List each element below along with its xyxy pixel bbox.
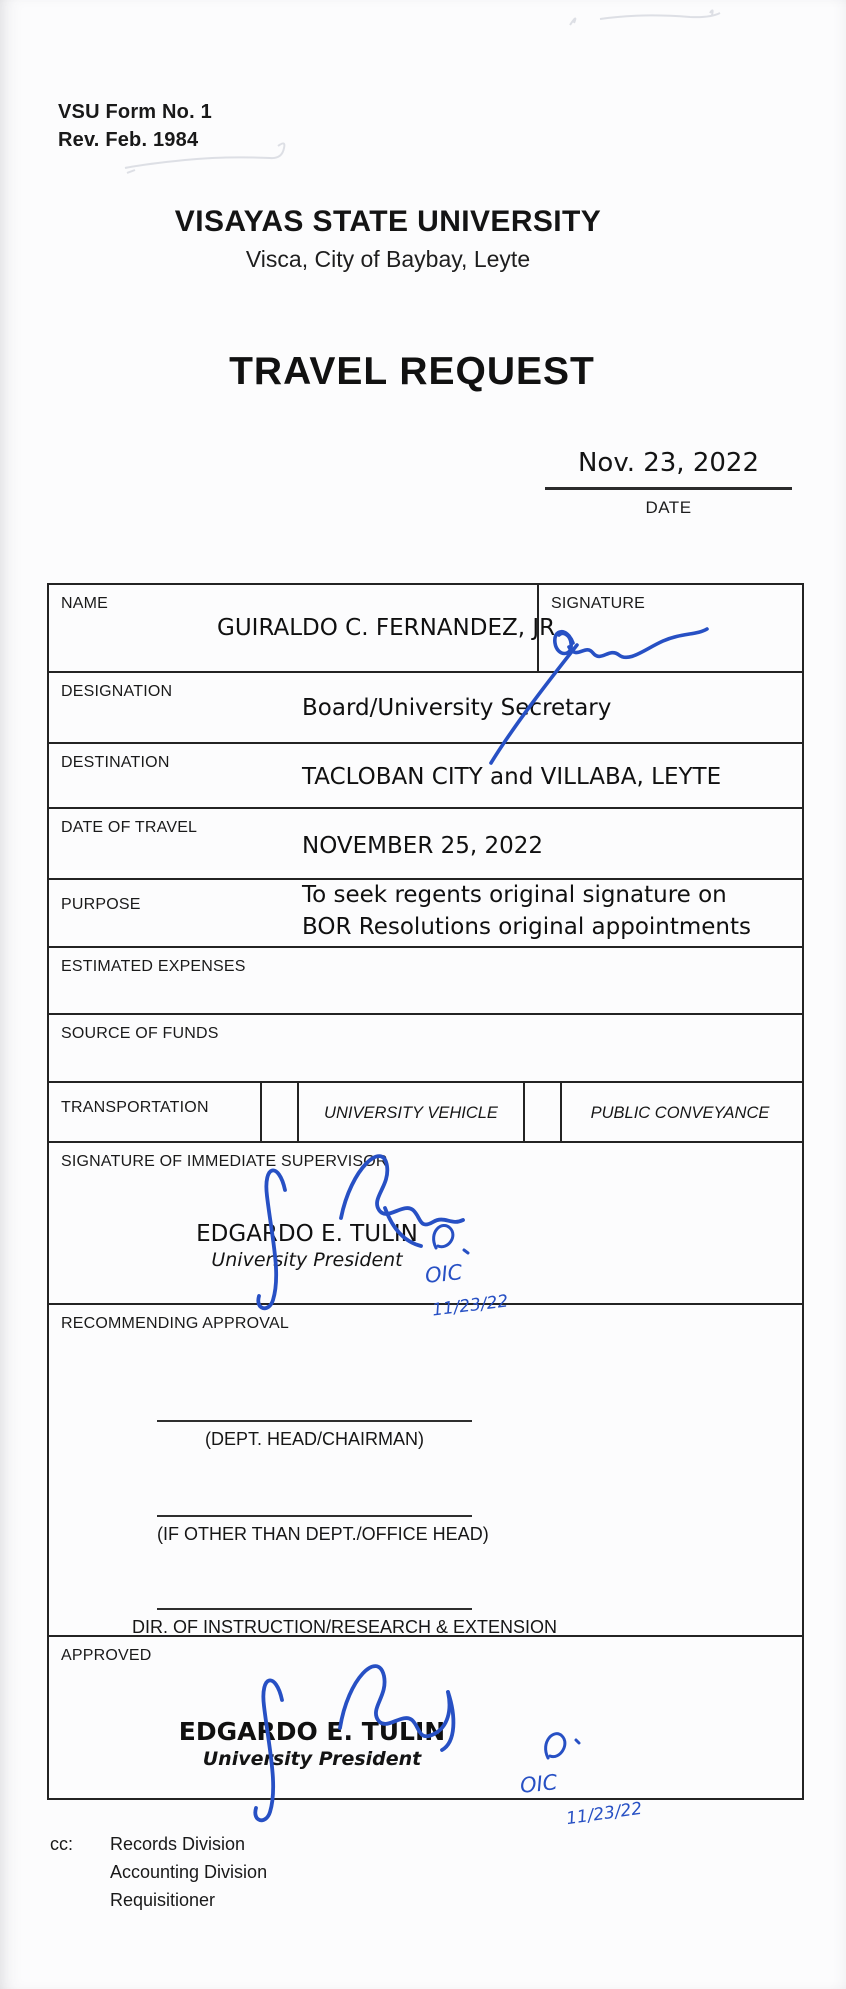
date-label: DATE bbox=[645, 498, 692, 517]
approved-title: University President bbox=[202, 1748, 422, 1770]
approved-date-note: 11/23/22 bbox=[564, 1798, 644, 1830]
cc-item: Records Division bbox=[110, 1834, 246, 1854]
requester-signature-ink bbox=[455, 595, 795, 780]
signature-label: SIGNATURE bbox=[551, 595, 645, 612]
cc-list bbox=[110, 1830, 267, 1914]
destination-value: TACLOBAN CITY and VILLABA, LEYTE bbox=[302, 764, 722, 790]
supervisor-name: EDGARDO E. TULIN bbox=[196, 1221, 418, 1247]
approved-countersign-ink bbox=[536, 1726, 582, 1768]
name-value: GUIRALDO C. FERNANDEZ, JR. bbox=[217, 615, 562, 641]
approved-oic-note: OIC bbox=[518, 1770, 559, 1798]
supervisor-label: SIGNATURE OF IMMEDIATE SUPERVISOR bbox=[61, 1153, 388, 1170]
transportation-label: TRANSPORTATION bbox=[61, 1099, 209, 1116]
cc-item: Requisitioner bbox=[110, 1890, 216, 1910]
approved-signature-ink bbox=[220, 1650, 490, 1835]
row-recommending bbox=[49, 1305, 802, 1637]
designation-value: Board/University Secretary bbox=[302, 695, 612, 721]
public-conveyance-option: PUBLIC CONVEYANCE bbox=[590, 1104, 770, 1123]
dept-head-caption: (DEPT. HEAD/CHAIRMAN) bbox=[204, 1429, 424, 1449]
supervisor-date-note: 11/23/22 bbox=[431, 1291, 510, 1321]
dept-head-line bbox=[157, 1420, 472, 1422]
cc-item: Accounting Division bbox=[110, 1862, 268, 1882]
row-estimated-expenses bbox=[49, 948, 802, 1015]
university-vehicle-cell bbox=[297, 1083, 523, 1141]
date-of-travel-label: DATE OF TRAVEL bbox=[61, 819, 198, 836]
row-date-of-travel bbox=[49, 809, 802, 880]
estimated-expenses-label: ESTIMATED EXPENSES bbox=[61, 958, 246, 975]
destination-label: DESTINATION bbox=[61, 754, 170, 771]
cc-label: cc: bbox=[50, 1834, 74, 1854]
other-head-line bbox=[157, 1515, 472, 1517]
date-underline bbox=[545, 487, 792, 490]
designation-label: DESIGNATION bbox=[61, 683, 173, 700]
approved-label: APPROVED bbox=[61, 1647, 152, 1664]
date-of-travel-value: NOVEMBER 25, 2022 bbox=[302, 833, 544, 859]
source-of-funds-label: SOURCE OF FUNDS bbox=[61, 1025, 219, 1042]
approved-name: EDGARDO E. TULIN bbox=[178, 1717, 446, 1746]
university-vehicle-checkbox bbox=[260, 1083, 297, 1141]
purpose-label: PURPOSE bbox=[61, 896, 141, 913]
university-address: Visca, City of Baybay, Leyte bbox=[245, 246, 531, 272]
supervisor-title: University President bbox=[211, 1249, 403, 1271]
public-conveyance-checkbox bbox=[523, 1083, 560, 1141]
transportation-label-cell bbox=[49, 1083, 260, 1141]
row-transportation bbox=[49, 1083, 802, 1143]
recommending-label: RECOMMENDING APPROVAL bbox=[61, 1315, 289, 1332]
other-head-caption: (IF OTHER THAN DEPT./OFFICE HEAD) bbox=[157, 1524, 489, 1544]
document-title: TRAVEL REQUEST bbox=[229, 350, 595, 393]
university-name: VISAYAS STATE UNIVERSITY bbox=[174, 205, 602, 238]
form-revision: Rev. Feb. 1984 bbox=[58, 129, 199, 151]
supervisor-oic-note: OIC bbox=[423, 1260, 464, 1288]
purpose-value-line1: To seek regents original signature on bbox=[302, 882, 727, 908]
public-conveyance-cell bbox=[560, 1083, 798, 1141]
scan-artifact-top bbox=[560, 5, 790, 35]
row-source-of-funds bbox=[49, 1015, 802, 1083]
director-line bbox=[157, 1608, 472, 1610]
name-label: NAME bbox=[61, 595, 109, 612]
date-value: Nov. 23, 2022 bbox=[577, 448, 760, 478]
row-purpose bbox=[49, 880, 802, 948]
supervisor-countersign-ink bbox=[426, 1218, 472, 1258]
form-number: VSU Form No. 1 bbox=[58, 101, 212, 123]
director-caption: DIR. OF INSTRUCTION/RESEARCH & EXTENSION bbox=[132, 1617, 558, 1637]
purpose-value-line2: BOR Resolutions original appointments bbox=[302, 914, 752, 940]
university-vehicle-option: UNIVERSITY VEHICLE bbox=[324, 1104, 498, 1123]
scan-artifact-left bbox=[115, 130, 345, 175]
